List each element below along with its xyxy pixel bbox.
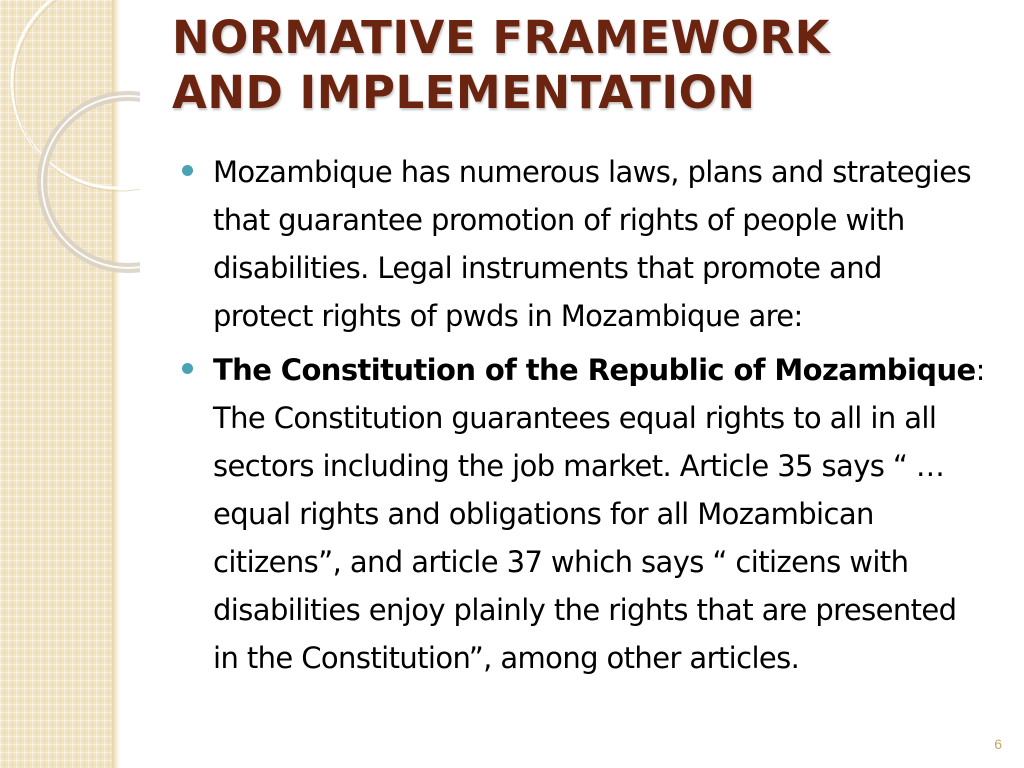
slide-title-line-1: NORMATIVE FRAMEWORK — [172, 11, 831, 64]
bullet-bold-heading: The Constitution of the Republic of Mozambique — [213, 353, 976, 387]
bullet-text: : The Constitution guarantees equal rights to all in all sectors including the job market. Article 35 says “ … equal rights and obligations for all Mozambican citizens”, and article 37 which says “ citizens with disabilities enjoy plainly the rights that are presented in the Constitution”, among other articles. — [213, 353, 985, 675]
slide-page-number: 6 — [994, 736, 1002, 752]
decorative-circle-small-highlight — [42, 96, 140, 268]
bullet-item-legal-instruments — [180, 148, 988, 340]
bullet-text: Mozambique has numerous laws, plans and strategies that guarantee promotion of rights of people with disabilities. Legal instruments that promote and protect rights of pwds in Mozambique are: — [213, 155, 971, 333]
bullet-dot-icon — [182, 165, 193, 176]
bullet-item-constitution — [180, 346, 988, 682]
slide-title — [172, 10, 992, 120]
decorative-circle-small — [42, 96, 140, 268]
decorative-circles-icon — [0, 0, 140, 320]
bullet-list — [180, 148, 988, 688]
bullet-dot-icon — [182, 363, 193, 374]
slide-title-line-2: AND IMPLEMENTATION — [172, 66, 756, 119]
